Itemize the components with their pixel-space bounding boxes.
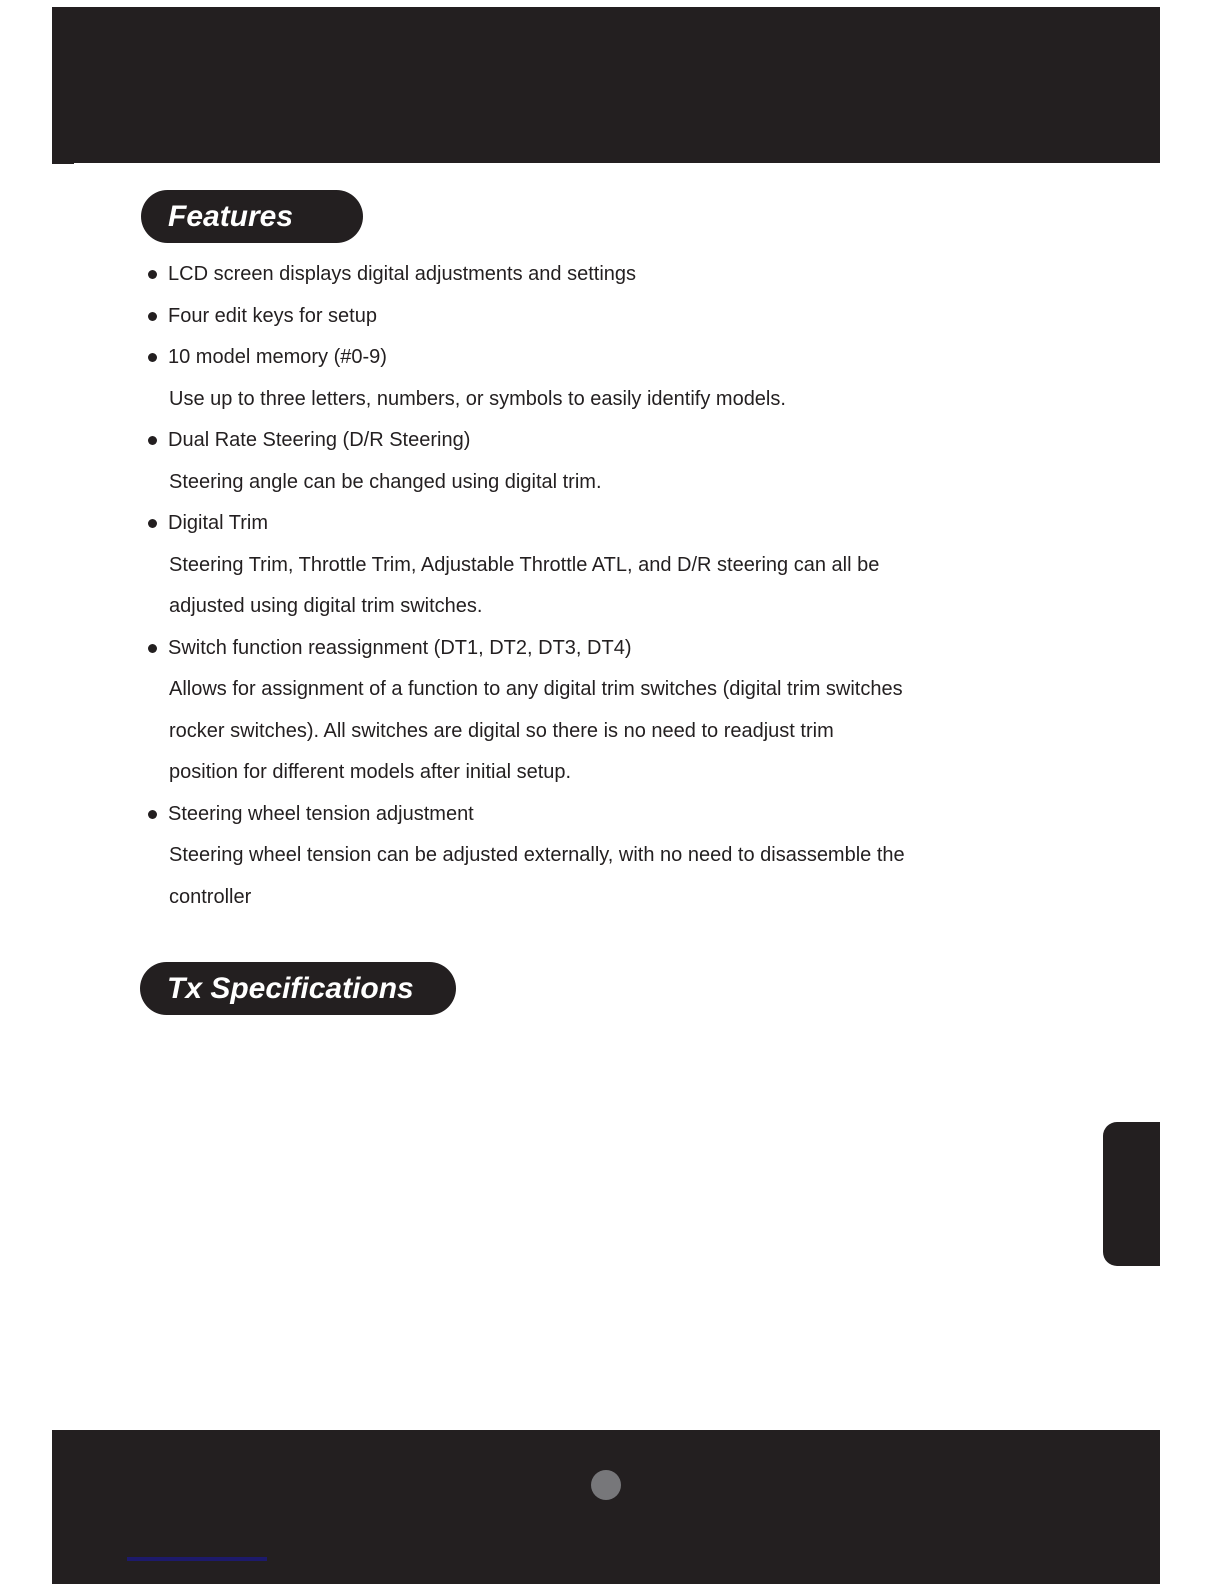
header-notch — [52, 160, 74, 164]
feature-title: Four edit keys for setup — [147, 296, 987, 338]
feature-description: Steering angle can be changed using digital trim. — [169, 470, 602, 493]
feature-item — [147, 254, 987, 296]
feature-title: Switch function reassignment (DT1, DT2, DT3, DT4) — [147, 628, 987, 670]
feature-item — [147, 503, 987, 628]
features-heading: Features — [141, 190, 363, 243]
page-dot — [591, 1470, 621, 1500]
feature-description: Allows for assignment of a function to any digital trim switches (digital trim switches — [169, 678, 903, 700]
features-list — [147, 254, 987, 918]
header-band — [52, 7, 1160, 163]
feature-title: Dual Rate Steering (D/R Steering) — [147, 420, 987, 462]
feature-description: Steering Trim, Throttle Trim, Adjustable Throttle ATL, and D/R steering can all be — [169, 553, 880, 576]
feature-description: controller — [169, 885, 252, 908]
specs-heading: Tx Specifications — [140, 962, 456, 1015]
footer-accent — [127, 1557, 267, 1561]
feature-item — [147, 794, 987, 919]
feature-description: adjusted using digital trim switches. — [169, 595, 483, 617]
feature-item — [147, 296, 987, 338]
feature-title: 10 model memory (#0-9) — [147, 337, 987, 379]
feature-title: Steering wheel tension adjustment — [147, 794, 987, 836]
feature-description: position for different models after initial setup. — [169, 761, 572, 783]
side-tab — [1103, 1122, 1160, 1266]
feature-item — [147, 420, 987, 503]
feature-description: rocker switches). All switches are digital so there is no need to readjust trim — [169, 719, 834, 742]
feature-description: Steering wheel tension can be adjusted externally, with no need to disassemble the — [169, 844, 905, 866]
feature-title: LCD screen displays digital adjustments and settings — [147, 254, 987, 296]
feature-item — [147, 337, 987, 420]
feature-description: Use up to three letters, numbers, or symbols to easily identify models. — [169, 387, 786, 410]
feature-item — [147, 628, 987, 794]
feature-title: Digital Trim — [147, 503, 987, 545]
